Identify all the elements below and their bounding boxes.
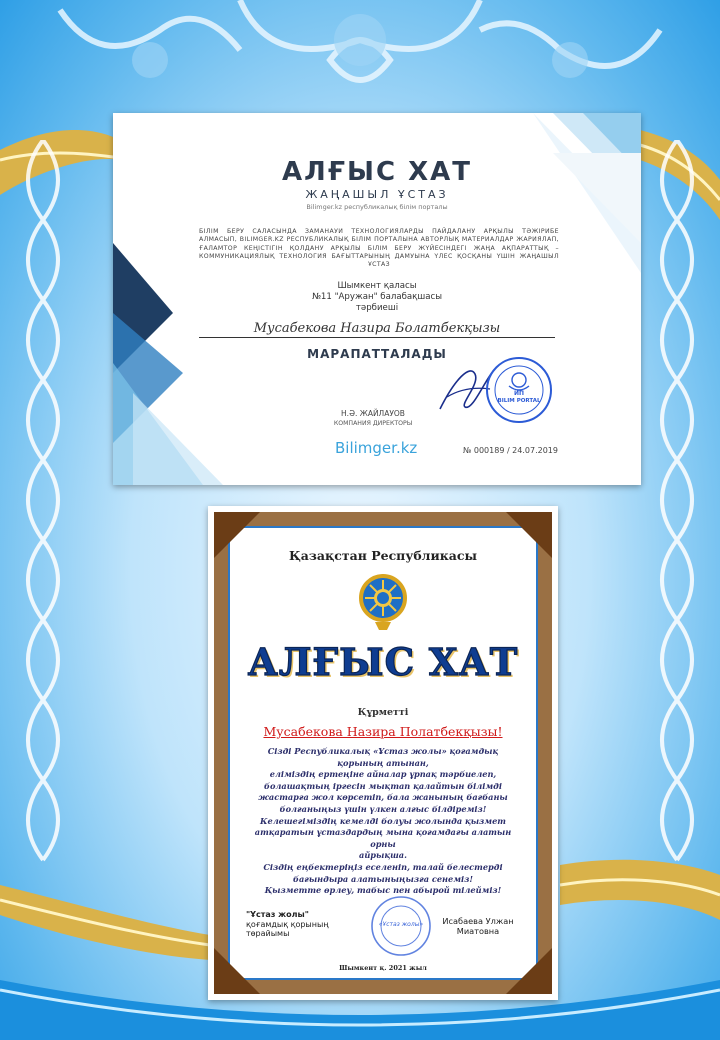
seal-text: «Ұстаз жолы» xyxy=(378,921,424,928)
organization-block xyxy=(246,910,346,939)
signer-block xyxy=(430,916,526,936)
director-role: КОМПАНИЯ ДИРЕКТОРЫ xyxy=(333,420,413,427)
recipient-name: Мусабекова Назира Полатбекқызы! xyxy=(263,724,503,739)
certificate-title: АЛҒЫС ХАТ xyxy=(247,640,519,684)
body-line: Қызметте өрлеу, табыс пен абырой тілейміз! xyxy=(264,885,502,896)
certificate-bilimger xyxy=(113,113,641,485)
right-side-ornament xyxy=(642,140,712,920)
body-line: бағындыра алатыныңызға сенеміз! xyxy=(293,873,473,884)
recipient-kindergarten: №11 "Аружан" балабақшасы xyxy=(311,292,442,302)
country-heading: Қазақстан Республикасы xyxy=(288,548,478,563)
seal-top-text: ИП xyxy=(513,390,525,397)
body-line: қорының атынан, xyxy=(337,757,429,768)
signer-name-line: Исабаева Улжан xyxy=(442,916,514,926)
body-line: Сізді Республикалық «Ұстаз жолы» қоғамдық xyxy=(267,746,499,756)
organization-line: қоғамдық қорының xyxy=(246,919,329,929)
city-year: Шымкент қ. 2021 жыл xyxy=(339,964,427,972)
body-line: Келешегіміздің кемелді болуы жолында қызмет xyxy=(260,815,506,826)
certificate-body-text: БІЛІМ БЕРУ САЛАСЫНДА ЗАМАНАУИ ТЕХНОЛОГИЯЛАРДЫ ПАЙДАЛАНУ АРҚЫЛЫ ТӘЖІРИБЕ АЛМАСЫП, BILIMGER.KZ РЕСПУБЛИКАЛЫҚ БІЛІМ ПОРТАЛЫНА АВТОРЛЫҚ МАТЕРИАЛДАР ЖАРИЯЛАП, ҒАЛАМТОР КЕҢІСТІГІН ҚОЛДАНУ АРҚЫЛЫ БІЛІМ БЕРУ ЖҮЙЕСІНДЕГІ ЖАҢА АҚПАРАТТЫҚ – КОММУНИКАЦИЯЛЫҚ ТЕХНОЛОГИЯ БАҒЫТТАРЫНЫҢ ДАМУЫНА ҮЛЕС ҚОСҚАНЫ ҮШІН ЖАҢАШЫЛ ҰСТАЗ xyxy=(199,228,559,269)
left-side-ornament xyxy=(8,140,78,920)
certificate-ustaz-zholy xyxy=(208,506,558,1000)
brand-logo-text: Bilimger.kz xyxy=(335,439,418,457)
body-line: еліміздің ертеңіне айналар ұрпақ тәрбиелеп, xyxy=(269,769,497,780)
seal-bottom-text: BILIM PORTAL xyxy=(497,398,541,404)
body-line: болашақтың іргесін мықтап қалайтын білімді xyxy=(264,780,502,791)
portal-caption: Bilimger.kz республикалық білім порталы xyxy=(306,203,448,211)
awarded-label: МАРАПАТТАЛАДЫ xyxy=(307,347,447,361)
certificate-subtitle: ЖАҢАШЫЛ ҰСТАЗ xyxy=(305,188,449,201)
body-line: жастарға жол көрсетіп, бала жанының бағбаны xyxy=(258,792,508,803)
bilim-portal-seal xyxy=(485,356,553,424)
recipient-name: Мусабекова Назира Болатбекқызы xyxy=(199,321,555,338)
organization-line: төрайымы xyxy=(246,929,290,939)
state-emblem-icon xyxy=(358,570,408,632)
certificate-title: АЛҒЫС ХАТ xyxy=(282,157,472,187)
body-line: атқаратын ұстаздардың мына қоғамдағы алатын орны xyxy=(254,827,512,849)
certificate-number: № 000189 / 24.07.2019 xyxy=(463,446,558,455)
body-line: Сіздің еңбектеріңіз еселеніп, талай белестерді xyxy=(263,861,503,872)
recipient-city: Шымкент қаласы xyxy=(337,281,417,291)
signer-name-line: Миатовна xyxy=(456,926,500,936)
recipient-position: тәрбиеші xyxy=(355,303,399,313)
body-line: болғаныңыз үшін үлкен алғыс білдіреміз! xyxy=(279,803,487,814)
director-name: Н.Ә. ЖАЙЛАУОВ xyxy=(341,409,405,418)
organization-name: "Ұстаз жолы" xyxy=(246,910,309,919)
ustaz-zholy-seal xyxy=(370,895,432,957)
salutation: Құрметті xyxy=(357,707,409,718)
certificate-body-text xyxy=(250,746,516,897)
body-line: айрықша. xyxy=(359,850,407,861)
